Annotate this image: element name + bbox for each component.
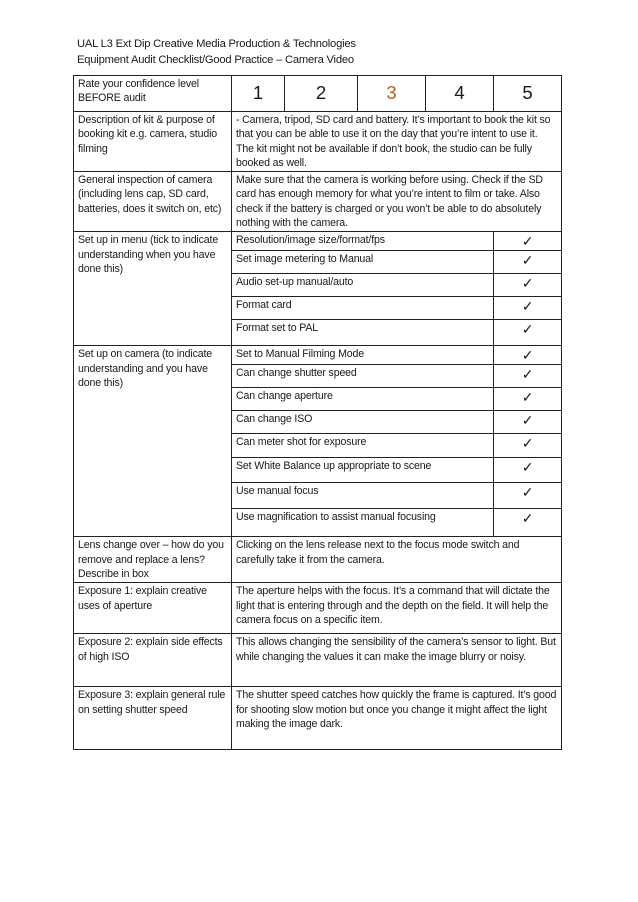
exposure-1-label: Exposure 1: explain creative uses of aperture	[74, 583, 232, 634]
exposure-3-answer[interactable]: The shutter speed catches how quickly the frame is captured. It’s good for shooting slow motion but once you change it might affect the light making the image dark.	[232, 687, 562, 750]
course-title: UAL L3 Ext Dip Creative Media Production & Technologies	[77, 38, 356, 50]
description-answer[interactable]: - Camera, tripod, SD card and battery. It’s important to book the kit so that you can be able to use it on the day that you’re intent to use it. The kit might not be available if don’t book, the studio can be fully booked as well.	[232, 112, 562, 172]
lens-change-row	[74, 537, 562, 583]
exposure-1-row	[74, 583, 562, 634]
tick-checkbox[interactable]: ✓	[494, 251, 562, 274]
tick-checkbox[interactable]: ✓	[494, 458, 562, 483]
camera-setup-item-text: Can meter shot for exposure	[232, 434, 494, 458]
audit-checklist-table	[73, 75, 562, 750]
camera-setup-item-text: Use magnification to assist manual focusing	[232, 509, 494, 537]
rating-option-4[interactable]: 4	[426, 76, 494, 112]
menu-setup-item	[74, 232, 562, 251]
lens-change-label: Lens change over – how do you remove and replace a lens? Describe in box	[74, 537, 232, 583]
rating-option-1[interactable]: 1	[232, 76, 285, 112]
camera-setup-item-text: Set to Manual Filming Mode	[232, 346, 494, 365]
description-label: Description of kit & purpose of booking kit e.g. camera, studio filming	[74, 112, 232, 172]
rating-option-3-selected[interactable]: 3	[358, 76, 426, 112]
exposure-3-label: Exposure 3: explain general rule on setting shutter speed	[74, 687, 232, 750]
tick-checkbox[interactable]: ✓	[494, 388, 562, 411]
exposure-2-answer[interactable]: This allows changing the sensibility of the camera’s sensor to light. But while changing the values it can make the image blurry or noisy.	[232, 634, 562, 687]
exposure-1-answer[interactable]: The aperture helps with the focus. It’s a command that will dictate the light that is entering through and the depth on the field. It will help the camera focus on a specific item.	[232, 583, 562, 634]
checklist-title: Equipment Audit Checklist/Good Practice – Camera Video	[77, 53, 354, 66]
exposure-2-label: Exposure 2: explain side effects of high ISO	[74, 634, 232, 687]
menu-setup-item-text: Format card	[232, 297, 494, 320]
tick-checkbox[interactable]: ✓	[494, 434, 562, 458]
tick-checkbox[interactable]: ✓	[494, 232, 562, 251]
tick-checkbox[interactable]: ✓	[494, 346, 562, 365]
inspection-row	[74, 172, 562, 232]
document-header	[77, 37, 356, 68]
inspection-answer[interactable]: Make sure that the camera is working before using. Check if the SD card has enough memory for what you’re intent to film or take. Also check if the battery is charged or you won’t be able to do absolutely nothing with the camera.	[232, 172, 562, 232]
lens-change-answer[interactable]: Clicking on the lens release next to the focus mode switch and carefully take it from the camera.	[232, 537, 562, 583]
menu-setup-item-text: Resolution/image size/format/fps	[232, 232, 494, 251]
camera-setup-item-text: Set White Balance up appropriate to scene	[232, 458, 494, 483]
camera-setup-item	[74, 346, 562, 365]
confidence-rating-row	[74, 76, 562, 112]
camera-setup-item-text: Can change ISO	[232, 411, 494, 434]
tick-checkbox[interactable]: ✓	[494, 411, 562, 434]
menu-setup-item-text: Set image metering to Manual	[232, 251, 494, 274]
menu-setup-item-text: Format set to PAL	[232, 320, 494, 346]
inspection-label: General inspection of camera (including lens cap, SD card, batteries, does it switch on, etc)	[74, 172, 232, 232]
camera-setup-label: Set up on camera (to indicate understanding and you have done this)	[74, 346, 232, 537]
camera-setup-item-text: Can change aperture	[232, 388, 494, 411]
rating-option-5[interactable]: 5	[494, 76, 562, 112]
tick-checkbox[interactable]: ✓	[494, 320, 562, 346]
camera-setup-item-text: Can change shutter speed	[232, 365, 494, 388]
menu-setup-item-text: Audio set-up manual/auto	[232, 274, 494, 297]
exposure-2-row	[74, 634, 562, 687]
tick-checkbox[interactable]: ✓	[494, 483, 562, 509]
rating-option-2[interactable]: 2	[285, 76, 358, 112]
menu-setup-label: Set up in menu (tick to indicate understanding when you have done this)	[74, 232, 232, 346]
tick-checkbox[interactable]: ✓	[494, 365, 562, 388]
exposure-3-row	[74, 687, 562, 750]
confidence-label: Rate your confidence level BEFORE audit	[74, 76, 232, 112]
tick-checkbox[interactable]: ✓	[494, 509, 562, 537]
description-row	[74, 112, 562, 172]
camera-setup-item-text: Use manual focus	[232, 483, 494, 509]
tick-checkbox[interactable]: ✓	[494, 297, 562, 320]
tick-checkbox[interactable]: ✓	[494, 274, 562, 297]
